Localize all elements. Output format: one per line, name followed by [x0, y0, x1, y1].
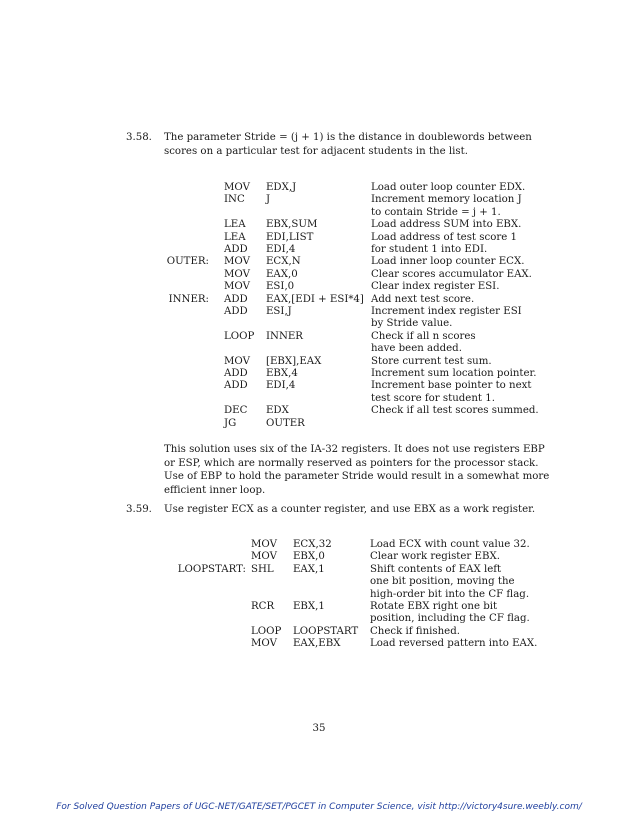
code-op: MOV — [251, 539, 277, 550]
code-comment: Increment index register ESI — [371, 306, 522, 317]
code-args: EBX,1 — [293, 601, 325, 612]
code-comment: Store current test sum. — [371, 355, 492, 367]
footer-link[interactable]: For Solved Question Papers of UGC-NET/GATE/SET/PGCET in Computer Science, visit http://victory4sure.weebly.com/ — [56, 802, 582, 812]
code-comment: Increment sum location pointer. — [371, 368, 537, 379]
code-comment: Add next test score. — [371, 293, 475, 305]
code-comment: Increment memory location J — [371, 194, 522, 206]
code-comment: test score for student 1. — [371, 392, 495, 404]
code-args: EAX,[EDI + ESI*4] — [266, 293, 364, 305]
code-op: MOV — [224, 268, 250, 280]
problem-intro-line: scores on a particular test for adjacent students in the list. — [164, 146, 468, 157]
code-args: EBX,4 — [266, 368, 298, 379]
code-op: MOV — [224, 182, 250, 193]
code-comment: Check if all n scores — [371, 330, 476, 342]
code-comment: Clear scores accumulator EAX. — [371, 268, 532, 280]
code-args: ECX,N — [266, 256, 301, 268]
code-args: EBX,SUM — [266, 219, 318, 231]
code-comment: Check if all test scores summed. — [371, 405, 539, 417]
code-args: ESI,J — [266, 306, 292, 317]
code-op: SHL — [251, 563, 274, 575]
code-label: OUTER: — [166, 256, 209, 268]
closing-paragraph-line: This solution uses six of the IA-32 registers. It does not use registers EBP — [164, 444, 545, 455]
code-args: EAX,EBX — [293, 638, 341, 650]
code-comment: Load reversed pattern into EAX. — [370, 638, 538, 650]
code-args: OUTER — [266, 417, 305, 429]
code-args: EDI,LIST — [266, 231, 314, 243]
code-args: EAX,1 — [293, 563, 325, 575]
code-args: EDI,4 — [266, 244, 296, 255]
code-comment: Increment base pointer to next — [371, 380, 532, 392]
code-args: [EBX],EAX — [266, 355, 322, 367]
code-comment: to contain Stride = j + 1. — [371, 206, 501, 218]
code-comment: for student 1 into EDI. — [371, 244, 488, 255]
code-op: MOV — [251, 551, 277, 563]
code-label: INNER: — [168, 293, 209, 305]
code-op: MOV — [224, 355, 250, 367]
code-op: ADD — [224, 380, 248, 392]
code-comment: Clear index register ESI. — [371, 281, 500, 293]
code-op: MOV — [251, 638, 277, 650]
code-comment: Rotate EBX right one bit — [370, 601, 498, 612]
code-label: LOOPSTART: — [177, 563, 246, 575]
code-op: RCR — [251, 601, 275, 612]
code-args: EDX,J — [266, 182, 297, 193]
code-args: J — [266, 194, 271, 206]
code-args: LOOPSTART — [293, 625, 359, 637]
code-args: EAX,0 — [266, 268, 298, 280]
closing-paragraph-line: Use of EBP to hold the parameter Stride would result in a somewhat more — [164, 471, 550, 482]
code-args: INNER — [266, 330, 303, 342]
code-comment: high-order bit into the CF flag. — [370, 588, 530, 600]
code-op: DEC — [224, 405, 248, 417]
code-args: EDX — [266, 405, 289, 417]
code-comment: Shift contents of EAX left — [370, 563, 502, 575]
code-comment: by Stride value. — [371, 318, 453, 330]
problem-number: 3.58. — [126, 132, 152, 143]
code-op: JG — [224, 417, 237, 429]
page-number: 35 — [312, 723, 326, 734]
code-args: ESI,0 — [266, 281, 295, 293]
code-op: MOV — [224, 256, 250, 268]
code-comment: one bit position, moving the — [370, 576, 515, 588]
code-args: EDI,4 — [266, 380, 296, 392]
code-op: LEA — [224, 219, 246, 231]
code-op: LEA — [224, 231, 246, 243]
code-op: LOOP — [251, 625, 282, 637]
problem-intro-line: The parameter Stride = (j + 1) is the distance in doublewords between — [164, 132, 532, 143]
code-comment: position, including the CF flag. — [370, 613, 530, 625]
code-comment: have been added. — [371, 343, 462, 355]
code-op: MOV — [224, 281, 250, 293]
code-comment: Load ECX with count value 32. — [370, 539, 530, 550]
code-args: EBX,0 — [293, 551, 325, 563]
closing-paragraph-line: efficient inner loop. — [164, 485, 266, 496]
code-op: ADD — [224, 293, 248, 305]
code-comment: Clear work register EBX. — [370, 551, 500, 563]
closing-paragraph-line: or ESP, which are normally reserved as pointers for the processor stack. — [164, 458, 539, 469]
code-comment: Load inner loop counter ECX. — [371, 256, 525, 268]
problem-intro-line: Use register ECX as a counter register, and use EBX as a work register. — [164, 504, 536, 515]
code-args: ECX,32 — [293, 539, 332, 550]
code-comment: Check if finished. — [370, 625, 460, 637]
code-comment: Load outer loop counter EDX. — [371, 182, 526, 193]
code-op: ADD — [224, 244, 248, 255]
code-comment: Load address SUM into EBX. — [371, 219, 522, 231]
code-op: LOOP — [224, 330, 255, 342]
problem-number: 3.59. — [126, 504, 152, 515]
code-comment: Load address of test score 1 — [371, 231, 517, 243]
code-op: ADD — [224, 306, 248, 317]
code-op: INC — [224, 194, 245, 206]
code-op: ADD — [224, 368, 248, 379]
